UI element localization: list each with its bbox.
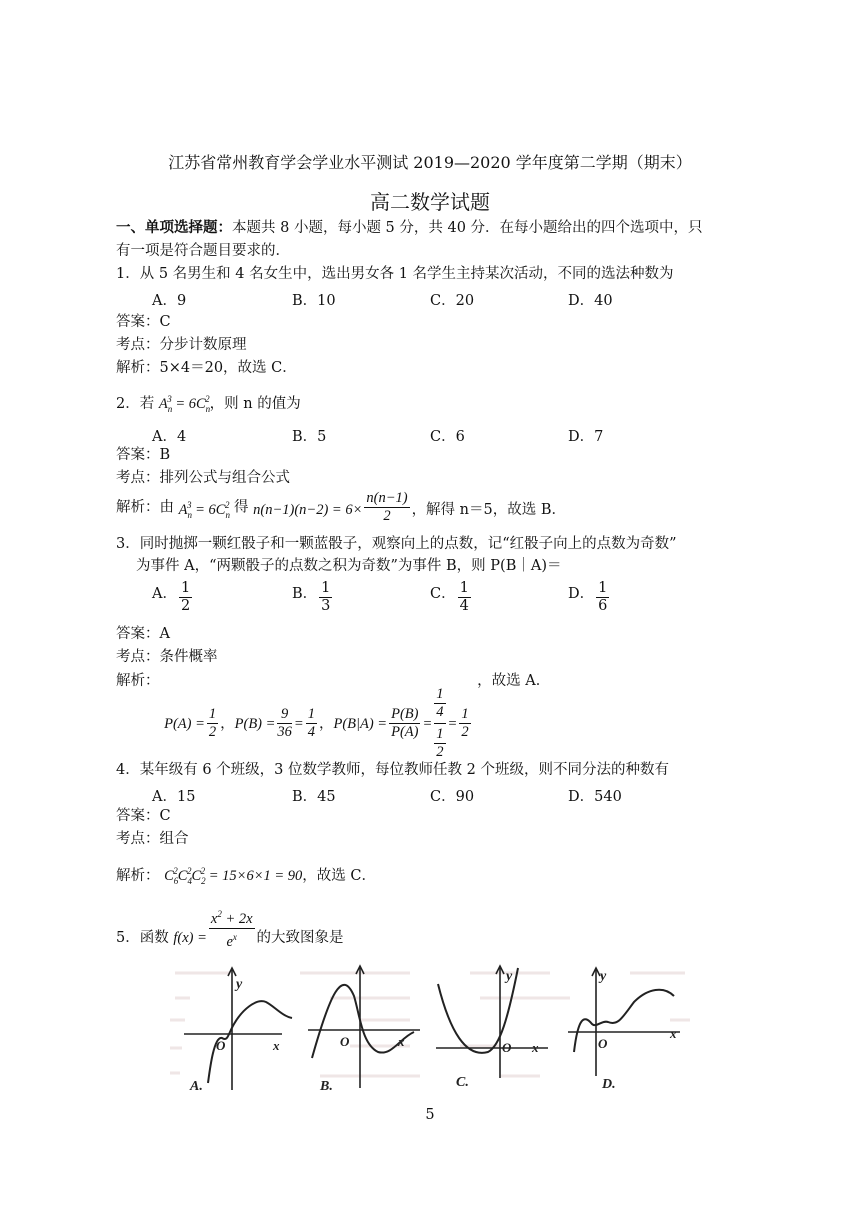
q2-option-b: B．5 bbox=[292, 429, 327, 445]
q2-analysis-prefix: 解析：由 bbox=[116, 499, 174, 516]
q3-stem-line1: 3．同时抛掷一颗红骰子和一颗蓝骰子，观察向上的点数，记“红骰子向上的点数为奇数” bbox=[116, 536, 677, 552]
q4-analysis bbox=[116, 862, 376, 890]
q2-option-c: C．6 bbox=[430, 429, 465, 445]
q2-option-a: A．4 bbox=[152, 429, 187, 445]
q2-analysis: 解析：由 $A_n^3 = 6C_n^2$ 得 n(n−1)(n−2) = 6× $\frac{n(n-1)}{2}$ ，解得 n＝5，故选 B． bbox=[116, 490, 566, 524]
q3-option-d: D． $\frac{1}{6}$ bbox=[568, 580, 608, 614]
q2-analysis-fraction: $\frac{n(n-1)}{2}$ bbox=[366, 490, 408, 524]
q2-analysis-mid: 得 bbox=[234, 499, 249, 516]
q2-suffix: ，则 n 的值为 bbox=[209, 395, 301, 412]
q1-analysis: 解析：5×4＝20，故选 C． bbox=[116, 360, 297, 376]
section-heading-line1 bbox=[116, 219, 703, 237]
q5-suffix: 的大致图象是 bbox=[256, 930, 344, 947]
q4-analysis-suffix: ，故选 C． bbox=[302, 867, 376, 884]
graph-d-label: D. bbox=[602, 1077, 616, 1092]
graph-d bbox=[568, 968, 680, 1076]
q3-stem-line2: 为事件 A，“两颗骰子的点数之积为奇数”为事件 B，则 P(B｜A)＝ bbox=[136, 558, 562, 574]
q4-option-c: C．90 bbox=[430, 789, 475, 805]
q3-point: 考点：条件概率 bbox=[116, 649, 218, 665]
svg-text:x: x bbox=[273, 1038, 280, 1053]
q1-stem: 1．从 5 名男生和 4 名女生中，选出男女各 1 名学生主持某次活动，不同的选法种数为 bbox=[116, 266, 674, 282]
svg-text:O: O bbox=[502, 1040, 512, 1055]
page-title: 高二数学试题 bbox=[370, 190, 490, 214]
q2-point: 考点：排列公式与组合公式 bbox=[116, 470, 290, 486]
graph-a-label: A. bbox=[190, 1079, 203, 1094]
svg-text:x: x bbox=[670, 1026, 677, 1041]
q4-option-a: A．15 bbox=[152, 789, 196, 805]
q1-answer: 答案：C bbox=[116, 314, 171, 330]
graph-c bbox=[436, 966, 548, 1078]
q3-analysis bbox=[116, 673, 551, 761]
q4-analysis-prefix: 解析： bbox=[116, 867, 160, 884]
q1-option-c: C．20 bbox=[430, 293, 475, 309]
svg-text:x: x bbox=[532, 1040, 539, 1055]
graph-c-label: C. bbox=[456, 1075, 469, 1090]
q5-graphs-svg bbox=[170, 958, 690, 1096]
svg-text:x: x bbox=[398, 1034, 405, 1049]
scan-noise bbox=[170, 973, 690, 1076]
q1-option-b: B．10 bbox=[292, 293, 336, 309]
q2-option-d: D．7 bbox=[568, 429, 604, 445]
q2-formula: $A_n^3 = 6C_n^2$ bbox=[158, 394, 211, 414]
q5-function-fraction: $\frac{x^2 + 2x}{e^x}$ bbox=[210, 909, 253, 950]
svg-text:y: y bbox=[506, 969, 513, 984]
svg-text:O: O bbox=[598, 1036, 608, 1051]
q2-analysis-suffix: ，解得 n＝5，故选 B． bbox=[411, 501, 566, 518]
section-heading-line2: 有一项是符合题目要求的． bbox=[116, 243, 290, 259]
q3-option-c: C． $\frac{1}{4}$ bbox=[430, 580, 469, 614]
q4-analysis-formula: $C_6^2C_4^2C_2^2 = 15\times 6\times 1 = 90$ bbox=[164, 866, 303, 886]
q3-option-b: B． $\frac{1}{3}$ bbox=[292, 580, 331, 614]
section-description: 本题共 8 小题，每小题 5 分，共 40 分．在每小题给出的四个选项中，只 bbox=[232, 220, 703, 236]
section-label: 一、单项选择题： bbox=[116, 219, 232, 236]
q4-stem: 4．某年级有 6 个班级，3 位数学教师，每位教师任教 2 个班级，则不同分法的种数有 bbox=[116, 762, 669, 778]
q3-answer: 答案：A bbox=[116, 626, 170, 642]
graph-b-label: B. bbox=[320, 1079, 333, 1094]
q2-prefix: 2．若 bbox=[116, 395, 155, 412]
q1-point: 考点：分步计数原理 bbox=[116, 337, 247, 353]
q2-answer: 答案：B bbox=[116, 447, 171, 463]
q5-prefix: 5．函数 bbox=[116, 930, 169, 947]
q4-option-d: D．540 bbox=[568, 789, 622, 805]
svg-text:y: y bbox=[600, 969, 607, 984]
q5-graphs bbox=[170, 958, 690, 1096]
q3-analysis-formula: P(A) = $\frac{1}{2}$ ， P(B) = $\frac{9}{36}$ = $\frac{1}{4}$ ， P(B|A) = $\frac{P(B)}{P(A)}$ = $\frac{\frac{1}{4}}{\frac{1}{2}}$ = $\frac{1}{2}$ bbox=[164, 686, 469, 760]
q4-answer: 答案：C bbox=[116, 808, 171, 824]
q3-option-a: A． $\frac{1}{2}$ bbox=[152, 580, 191, 614]
q1-option-d: D．40 bbox=[568, 293, 613, 309]
q5-stem: 5．函数 f(x) = $\frac{x^2 + 2x}{e^x}$ 的大致图象是 bbox=[116, 906, 344, 951]
q3-analysis-prefix: 解析： bbox=[116, 673, 160, 689]
svg-text:y: y bbox=[236, 977, 243, 992]
graph-b bbox=[308, 966, 420, 1088]
svg-text:O: O bbox=[340, 1034, 350, 1049]
q2-stem bbox=[116, 390, 301, 418]
q3-analysis-suffix: ，故选 A． bbox=[477, 673, 551, 689]
svg-text:O: O bbox=[216, 1038, 226, 1053]
q4-option-b: B．45 bbox=[292, 789, 336, 805]
exam-header: 江苏省常州教育学会学业水平测试 2019—2020 学年度第二学期（期末） bbox=[168, 153, 692, 172]
page-number: 5 bbox=[425, 1107, 435, 1123]
q1-option-a: A．9 bbox=[152, 293, 187, 309]
q4-point: 考点：组合 bbox=[116, 831, 189, 847]
